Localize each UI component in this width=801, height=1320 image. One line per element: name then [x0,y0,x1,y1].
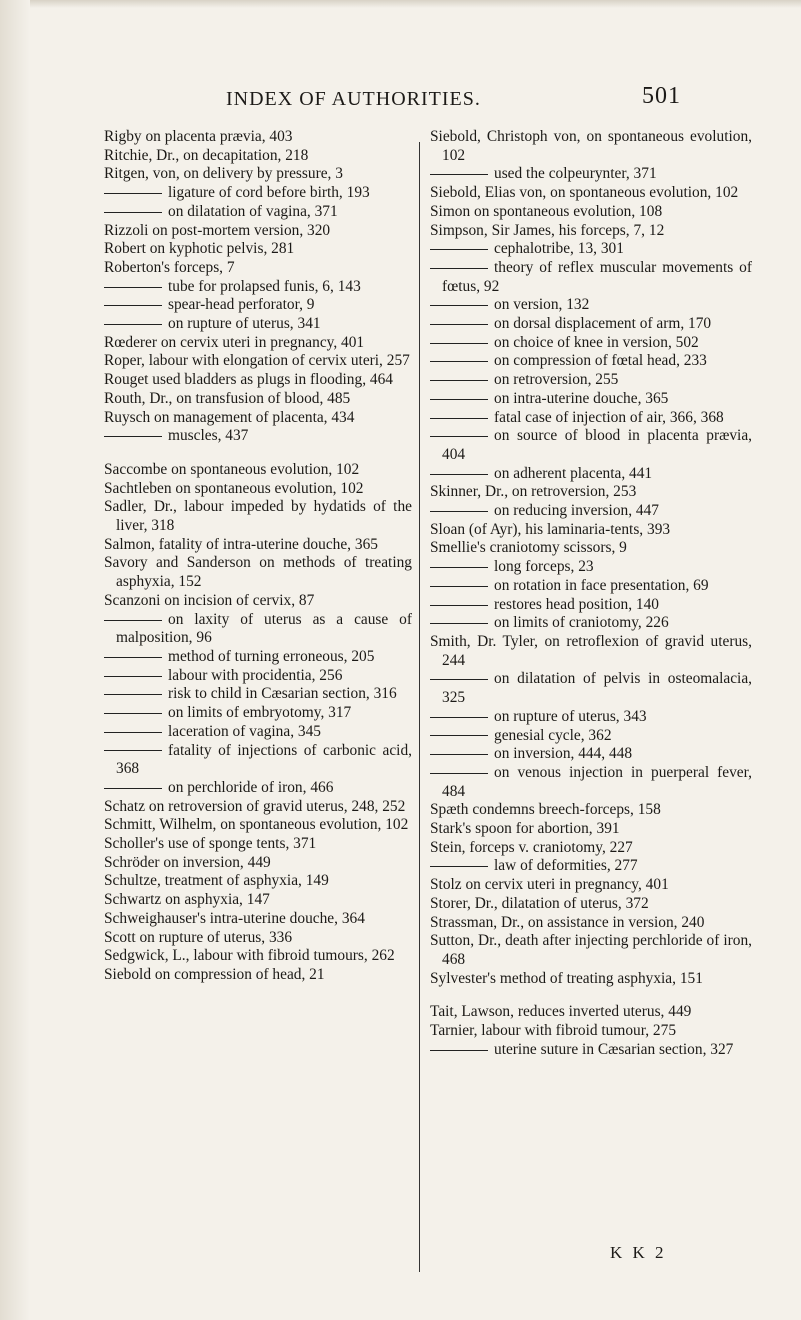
index-entry [430,970,752,989]
entry-text: Siebold, Elias von, on spontaneous evolution, 102 [430,184,739,202]
index-subentry [430,390,752,409]
entry-text: Roper, labour with elongation of cervix uteri, 257 [104,352,410,370]
entry-text: Rizzoli on post-mortem version, 320 [104,221,331,239]
index-entry [104,165,412,184]
entry-text: Robert on kyphotic pelvis, 281 [104,240,295,258]
entry-text: on intra-uterine douche, 365 [494,389,669,407]
ditto-rule [430,866,488,867]
entry-text: Sylvester's method of treating asphyxia, 151 [430,969,703,987]
index-entry [430,633,752,670]
index-subentry [430,371,752,390]
index-subentry [104,667,412,686]
ditto-rule [430,361,488,362]
index-subentry [430,352,752,371]
ditto-rule [430,249,488,250]
index-subentry [430,745,752,764]
index-subentry [430,670,752,707]
index-subentry [104,184,412,203]
ditto-rule [104,436,162,437]
entry-text: Roberton's forceps, 7 [104,258,235,276]
entry-text: genesial cycle, 362 [494,726,612,744]
entry-text: Schweighauser's intra-uterine douche, 364 [104,909,365,927]
ditto-rule [104,750,162,751]
index-entry [104,461,412,480]
index-entry [104,222,412,241]
ditto-rule [430,623,488,624]
entry-text: on dilatation of pelvis in osteomalacia, 325 [442,670,752,707]
section-gap [430,988,752,1003]
index-entry [104,816,412,835]
ditto-rule [104,305,162,306]
index-subentry [430,409,752,428]
index-entry [430,801,752,820]
entry-text: fatality of injections of carbonic acid, 368 [116,741,412,778]
entry-text: fatal case of injection of air, 366, 368 [494,408,724,426]
entry-text: cephalotribe, 13, 301 [494,240,624,258]
entry-text: on adherent placenta, 441 [494,464,653,482]
index-entry [104,872,412,891]
entry-text: Saccombe on spontaneous evolution, 102 [104,460,360,478]
entry-text: Storer, Dr., dilatation of uterus, 372 [430,894,649,912]
index-entry [104,371,412,390]
ditto-rule [430,679,488,680]
entry-text: Scott on rupture of uterus, 336 [104,928,293,946]
ditto-rule [104,212,162,213]
index-subentry [430,315,752,334]
index-subentry [430,296,752,315]
index-entry [430,203,752,222]
entry-text: Savory and Sanderson on methods of treating asphyxia, 152 [104,554,412,591]
index-entry [430,539,752,558]
ditto-rule [430,1050,488,1051]
ditto-rule [430,418,488,419]
page-left-edge [0,0,30,1320]
index-entry [104,240,412,259]
index-subentry [104,427,412,446]
index-entry [430,184,752,203]
entry-text: method of turning erroneous, 205 [168,647,375,665]
entry-text: on reducing inversion, 447 [494,502,659,520]
index-subentry [430,596,752,615]
ditto-rule [430,474,488,475]
index-entry [104,798,412,817]
entry-text: theory of reflex muscular movements of fœtus, 92 [442,258,752,295]
index-subentry [104,611,412,648]
ditto-rule [430,567,488,568]
entry-text: Tarnier, labour with fibroid tumour, 275 [430,1022,677,1040]
ditto-rule [430,343,488,344]
entry-text: on choice of knee in version, 502 [494,333,699,351]
entry-text: Siebold, Christoph von, on spontaneous evolution, 102 [430,128,752,164]
ditto-rule [430,586,488,587]
ditto-rule [104,657,162,658]
section-gap [104,446,412,461]
index-subentry [430,614,752,633]
ditto-rule [104,620,162,621]
index-column-left [104,128,412,985]
entry-text: Schröder on inversion, 449 [104,853,271,871]
entry-text: on perchloride of iron, 466 [168,778,334,796]
index-entry [104,891,412,910]
entry-text: restores head position, 140 [494,595,659,613]
ditto-rule [104,676,162,677]
ditto-rule [430,268,488,269]
index-entry [104,498,412,535]
ditto-rule [104,713,162,714]
ditto-rule [430,324,488,325]
ditto-rule [430,717,488,718]
entry-text: Scanzoni on incision of cervix, 87 [104,591,315,609]
entry-text: Rœderer on cervix uteri in pregnancy, 401 [104,333,365,351]
entry-text: Salmon, fatality of intra-uterine douche, 365 [104,535,378,553]
index-entry [430,1022,752,1041]
index-entry [104,480,412,499]
entry-text: ligature of cord before birth, 193 [168,184,370,202]
ditto-rule [430,380,488,381]
entry-text: Rouget used bladders as plugs in flooding, 464 [104,371,393,389]
index-subentry [430,502,752,521]
entry-text: Schwartz on asphyxia, 147 [104,891,270,909]
index-entry [104,390,412,409]
index-subentry [430,857,752,876]
index-subentry [430,427,752,464]
ditto-rule [104,788,162,789]
index-entry [104,910,412,929]
index-entry [104,835,412,854]
page-number: 501 [642,83,681,109]
index-subentry [430,465,752,484]
entry-text: Stolz on cervix uteri in pregnancy, 401 [430,876,669,894]
index-entry [104,352,412,371]
index-entry [104,536,412,555]
index-subentry [430,334,752,353]
index-entry [104,554,412,591]
entry-text: long forceps, 23 [494,558,594,576]
index-entry [104,929,412,948]
index-entry [430,932,752,969]
entry-text: law of deformities, 277 [494,857,638,875]
entry-text: spear-head perforator, 9 [168,296,315,314]
page-top-edge [0,0,801,8]
ditto-rule [104,193,162,194]
entry-text: Sloan (of Ayr), his laminaria-tents, 393 [430,520,671,538]
index-entry [430,222,752,241]
ditto-rule [104,287,162,288]
entry-text: Sutton, Dr., death after injecting perchloride of iron, 468 [430,932,752,968]
entry-text: on compression of fœtal head, 233 [494,352,707,370]
index-subentry [104,685,412,704]
entry-text: Siebold on compression of head, 21 [104,965,325,983]
entry-text: tube for prolapsed funis, 6, 143 [168,277,361,295]
index-entry [104,854,412,873]
index-subentry [104,315,412,334]
index-subentry [104,742,412,779]
index-subentry [104,704,412,723]
entry-text: Scholler's use of sponge tents, 371 [104,835,317,853]
entry-text: on rotation in face presentation, 69 [494,576,709,594]
entry-text: Sedgwick, L., labour with fibroid tumours, 262 [104,947,395,965]
index-entry [104,409,412,428]
index-subentry [430,764,752,801]
entry-text: on version, 132 [494,296,590,314]
entry-text: uterine suture in Cæsarian section, 327 [494,1040,734,1058]
index-entry [430,521,752,540]
entry-text: on dilatation of vagina, 371 [168,202,338,220]
entry-text: on rupture of uterus, 343 [494,707,647,725]
index-subentry [430,558,752,577]
entry-text: on dorsal displacement of arm, 170 [494,315,712,333]
entry-text: Strassman, Dr., on assistance in version, 240 [430,913,705,931]
index-entry [430,876,752,895]
entry-text: Simon on spontaneous evolution, 108 [430,202,663,220]
ditto-rule [430,511,488,512]
entry-text: laceration of vagina, 345 [168,722,321,740]
entry-text: Ritgen, von, on delivery by pressure, 3 [104,165,343,183]
index-entry [104,147,412,166]
index-entry [104,259,412,278]
ditto-rule [104,324,162,325]
entry-text: on limits of craniotomy, 226 [494,614,669,632]
ditto-rule [104,694,162,695]
entry-text: risk to child in Cæsarian section, 316 [168,685,397,703]
entry-text: Stark's spoon for abortion, 391 [430,820,620,838]
index-subentry [104,648,412,667]
page-title: INDEX OF AUTHORITIES. [226,88,481,110]
index-subentry [430,727,752,746]
entry-text: Spæth condemns breech-forceps, 158 [430,801,661,819]
index-subentry [104,296,412,315]
ditto-rule [430,399,488,400]
entry-text: Smellie's craniotomy scissors, 9 [430,539,627,557]
index-subentry [430,1041,752,1060]
entry-text: on source of blood in placenta prævia, 404 [442,427,752,463]
entry-text: Routh, Dr., on transfusion of blood, 485 [104,389,351,407]
column-divider [419,142,420,1272]
ditto-rule [430,174,488,175]
index-entry [104,334,412,353]
entry-text: Skinner, Dr., on retroversion, 253 [430,483,637,501]
entry-text: Schatz on retroversion of gravid uterus, 248, 252 [104,797,406,815]
index-entry [104,592,412,611]
index-entry [430,128,752,165]
entry-text: Schultze, treatment of asphyxia, 149 [104,872,329,890]
ditto-rule [430,754,488,755]
ditto-rule [430,735,488,736]
signature-mark: K K 2 [610,1243,667,1262]
index-entry [430,914,752,933]
entry-text: on venous injection in puerperal fever, 484 [442,763,752,800]
index-subentry [430,259,752,296]
index-subentry [104,203,412,222]
index-subentry [430,240,752,259]
index-subentry [430,708,752,727]
entry-text: Sachtleben on spontaneous evolution, 102 [104,479,364,497]
index-entry [430,483,752,502]
entry-text: Simpson, Sir James, his forceps, 7, 12 [430,221,665,239]
index-column-right [430,128,752,1059]
entry-text: muscles, 437 [168,427,249,445]
ditto-rule [430,436,488,437]
entry-text: labour with procidentia, 256 [168,666,343,684]
index-entry [104,128,412,147]
entry-text: on limits of embryotomy, 317 [168,704,352,722]
entry-text: Ritchie, Dr., on decapitation, 218 [104,146,309,164]
index-subentry [104,779,412,798]
entry-text: on retroversion, 255 [494,371,619,389]
index-entry [430,820,752,839]
entry-text: Smith, Dr. Tyler, on retroflexion of gravid uterus, 244 [430,632,752,669]
entry-text: on rupture of uterus, 341 [168,315,321,333]
entry-text: Ruysch on management of placenta, 434 [104,408,355,426]
index-entry [430,895,752,914]
index-subentry [430,165,752,184]
ditto-rule [104,732,162,733]
entry-text: on inversion, 444, 448 [494,745,633,763]
ditto-rule [430,773,488,774]
index-entry [104,947,412,966]
index-subentry [430,577,752,596]
entry-text: on laxity of uterus as a cause of malposition, 96 [116,610,412,647]
ditto-rule [430,305,488,306]
entry-text: used the colpeurynter, 371 [494,165,657,183]
index-entry [104,966,412,985]
index-subentry [104,723,412,742]
entry-text: Sadler, Dr., labour impeded by hydatids of the liver, 318 [104,498,412,535]
entry-text: Schmitt, Wilhelm, on spontaneous evolution, 102 [104,816,409,834]
index-entry [430,1003,752,1022]
index-subentry [104,278,412,297]
ditto-rule [430,605,488,606]
entry-text: Rigby on placenta prævia, 403 [104,128,293,145]
index-entry [430,839,752,858]
entry-text: Tait, Lawson, reduces inverted uterus, 449 [430,1003,692,1021]
entry-text: Stein, forceps v. craniotomy, 227 [430,838,633,856]
